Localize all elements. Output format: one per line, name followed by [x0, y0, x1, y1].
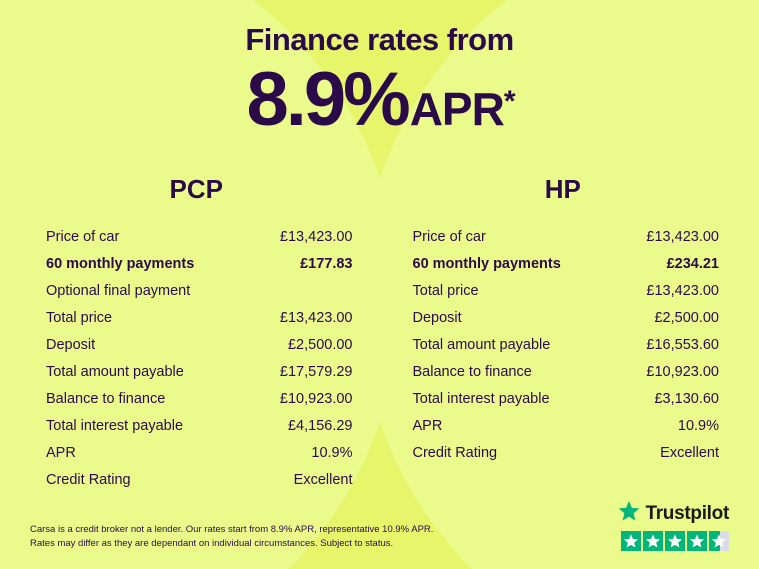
row-value: £2,500.00 [287, 336, 353, 353]
row-label: 60 monthly payments [46, 255, 195, 272]
trustpilot-rating [618, 500, 729, 551]
row-label: Total interest payable [46, 417, 184, 434]
table-row [30, 358, 363, 385]
row-value: £10,923.00 [279, 390, 353, 407]
rate-apr-label: APR [409, 83, 504, 135]
star-icon [665, 531, 685, 551]
star-icon [621, 531, 641, 551]
disclaimer [30, 523, 433, 551]
table-row [30, 412, 363, 439]
table-row [30, 331, 363, 358]
trustpilot-stars [618, 531, 729, 551]
row-value: Excellent [660, 444, 719, 461]
table-row [397, 358, 730, 385]
table-row [397, 223, 730, 250]
table-row [397, 304, 730, 331]
hp-column [397, 174, 730, 493]
rate-value: 8.9% [246, 57, 408, 142]
row-value: £13,423.00 [646, 228, 719, 245]
table-row [397, 439, 730, 466]
row-label: Credit Rating [412, 444, 498, 461]
pcp-title: PCP [169, 174, 223, 204]
table-row [397, 331, 730, 358]
row-label: Total interest payable [412, 390, 550, 407]
page-title: Finance rates from [245, 22, 514, 57]
rate-asterisk: * [503, 85, 513, 118]
table-row [397, 412, 730, 439]
row-label: Total price [46, 309, 113, 326]
table-row [397, 385, 730, 412]
row-value: £13,423.00 [279, 309, 353, 326]
star-icon [643, 531, 663, 551]
row-label: Optional final payment [46, 282, 191, 299]
row-value: £177.83 [300, 255, 353, 272]
hp-title: HP [544, 174, 581, 204]
table-row [397, 277, 730, 304]
table-row [30, 439, 363, 466]
half-star-icon [709, 531, 729, 551]
row-value: 10.9% [677, 417, 719, 434]
row-value: £4,156.29 [287, 417, 353, 434]
trustpilot-star-icon [618, 500, 640, 527]
table-row [30, 466, 363, 493]
pcp-column [30, 174, 363, 493]
row-label: Total amount payable [46, 363, 184, 380]
row-value: £13,423.00 [279, 228, 353, 245]
row-value: Excellent [293, 471, 353, 488]
disclaimer-line-2: Rates may differ as they are dependant on individual circumstances. Subject to status. [30, 538, 394, 550]
row-label: Balance to finance [46, 390, 166, 407]
table-row [30, 250, 363, 277]
row-value: £13,423.00 [646, 282, 719, 299]
row-label: Deposit [412, 309, 462, 326]
row-value: £2,500.00 [654, 309, 719, 326]
trustpilot-name: Trustpilot [645, 502, 729, 524]
row-label: Deposit [46, 336, 96, 353]
table-row [30, 223, 363, 250]
table-row [30, 385, 363, 412]
row-label: Credit Rating [46, 471, 131, 488]
row-value: 10.9% [311, 444, 353, 461]
row-label: APR [412, 417, 443, 434]
disclaimer-line-1: Carsa is a credit broker not a lender. Our rates start from 8.9% APR, representative 10.9% APR. [30, 524, 434, 536]
footer [0, 500, 759, 551]
row-label: Total amount payable [412, 336, 551, 353]
header [30, 0, 729, 142]
row-label: Price of car [412, 228, 486, 245]
row-value: £3,130.60 [654, 390, 719, 407]
row-label: 60 monthly payments [412, 255, 561, 272]
table-row [30, 304, 363, 331]
row-label: APR [46, 444, 76, 461]
finance-comparison [30, 174, 729, 493]
row-value: £234.21 [666, 255, 719, 272]
row-value: £17,579.29 [279, 363, 353, 380]
star-icon [687, 531, 707, 551]
row-value: £16,553.60 [646, 336, 719, 353]
row-label: Total price [412, 282, 479, 299]
row-label: Balance to finance [412, 363, 532, 380]
table-row [397, 250, 730, 277]
row-value: £10,923.00 [646, 363, 719, 380]
table-row [30, 277, 363, 304]
row-label: Price of car [46, 228, 120, 245]
headline-rate [30, 57, 729, 142]
